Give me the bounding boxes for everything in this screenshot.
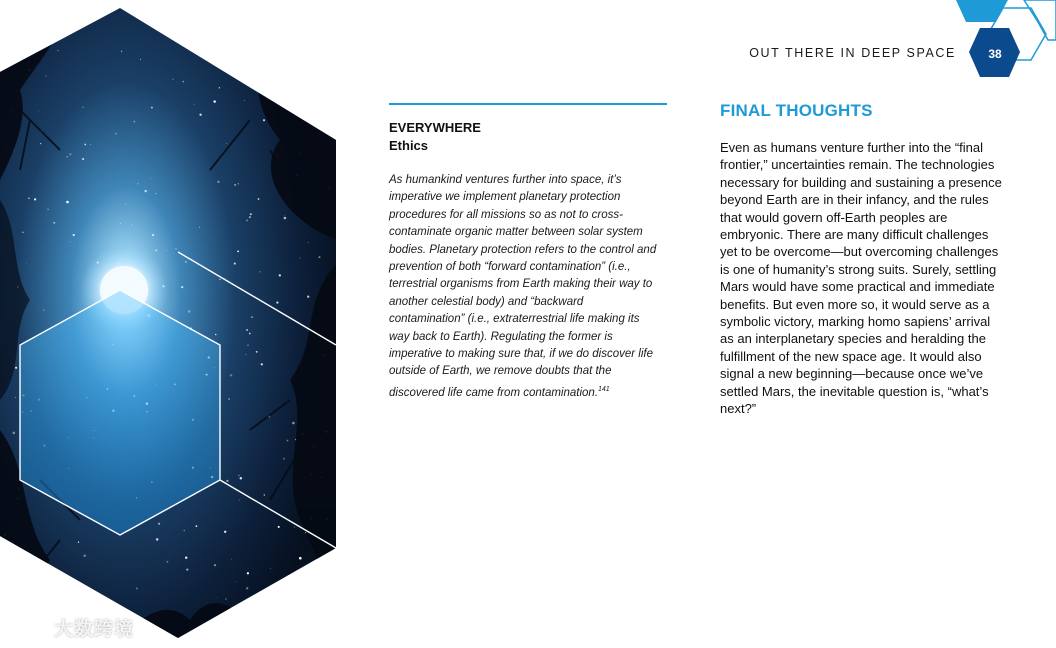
star: [188, 310, 191, 313]
star: [40, 143, 41, 144]
star: [283, 458, 285, 460]
star: [156, 538, 159, 541]
star: [158, 523, 160, 525]
star: [258, 198, 260, 200]
star: [298, 33, 299, 34]
star: [319, 256, 321, 258]
star: [58, 50, 59, 51]
star: [282, 12, 284, 14]
ethics-paragraph: [389, 172, 659, 402]
star: [246, 329, 248, 331]
star: [231, 559, 232, 560]
star: [234, 263, 236, 265]
star: [157, 638, 158, 639]
star: [226, 480, 228, 482]
star: [133, 121, 135, 123]
star: [38, 111, 39, 112]
star: [152, 234, 154, 236]
star: [337, 273, 339, 275]
footnote-marker: 141: [598, 385, 610, 393]
star: [69, 153, 71, 155]
night-sky-moon-hexagon-image: [0, 0, 340, 648]
star: [246, 354, 247, 355]
star: [261, 363, 263, 365]
star: [270, 568, 271, 569]
star: [323, 25, 324, 26]
star: [137, 183, 138, 184]
star: [255, 16, 256, 17]
star: [231, 29, 233, 31]
star: [284, 215, 285, 216]
star: [22, 232, 23, 233]
star: [230, 374, 232, 376]
star: [121, 51, 122, 52]
star: [25, 0, 27, 2]
star: [73, 234, 75, 236]
star: [261, 622, 263, 624]
star: [52, 34, 53, 35]
star: [90, 144, 91, 145]
star: [279, 592, 281, 594]
star: [244, 100, 245, 101]
star: [249, 216, 251, 218]
star: [43, 309, 45, 311]
star: [256, 351, 258, 353]
star: [199, 227, 200, 228]
star: [166, 561, 168, 563]
star: [182, 81, 184, 83]
watermark: [10, 614, 134, 641]
ethics-paragraph-text: As humankind ventures further into space, it’s imperative we implement planetary protection procedures for all missions so as not to cross-contaminate organic matter between solar system bodies. Planetary protection refers to the control and prevention of both “forward contamination” (i.e., terrestrial organisms from Earth making their way to another celestial body) and “backward contamination” (i.e., extraterrestrial life making its way back to Earth). Regulating the former is imperative to making sure that, if we do discover life outside of Earth, we remove doubts that the discovered life came from contamination.: [389, 174, 657, 399]
star: [250, 213, 252, 215]
star: [199, 114, 201, 116]
star: [186, 568, 188, 570]
star: [185, 556, 187, 558]
final-thoughts-paragraph: Even as humans venture further into the “final frontier,” uncertainties remain. The technologies necessary for building and sustaining a presence beyond Earth are in their infancy, and the rules that would govern off-Earth peoples are embryonic. There are many difficult challenges yet to be overcome—but overcoming challenges is one of humanity’s strong suits. Surely, settling Mars would have some practical and immediate benefits. But even more so, it would serve as a symbolic victory, marking homo sapiens’ arrival as an interplanetary species and heralding the fulfillment of the new space age. It would also signal a new beginning—because once we’ve settled Mars, the inevitable question is, “what’s next?”: [720, 140, 1002, 417]
star: [175, 248, 177, 250]
star: [238, 183, 239, 184]
watermark-logo-icon: [10, 617, 50, 639]
star: [185, 261, 187, 263]
star: [140, 59, 141, 60]
star: [298, 75, 299, 76]
section-subtitle: Ethics: [389, 138, 429, 153]
star: [224, 531, 226, 533]
star: [173, 79, 174, 80]
star: [247, 572, 249, 574]
star: [141, 623, 143, 625]
star: [234, 626, 236, 628]
star: [237, 251, 239, 253]
star: [184, 530, 185, 531]
star: [53, 222, 55, 224]
star: [151, 178, 152, 179]
star: [263, 119, 265, 121]
star: [125, 204, 126, 205]
star: [307, 296, 309, 298]
star: [151, 107, 153, 109]
star: [255, 82, 256, 83]
star: [314, 6, 317, 8]
star: [156, 193, 157, 194]
star: [108, 188, 109, 189]
column-divider: [389, 103, 667, 105]
star: [276, 302, 278, 304]
section-title: EVERYWHERE: [389, 120, 481, 135]
star: [308, 35, 309, 36]
star: [219, 279, 221, 281]
star: [308, 242, 309, 243]
star: [239, 499, 240, 500]
star: [295, 28, 297, 30]
star: [225, 598, 227, 600]
star: [168, 79, 169, 80]
star: [272, 67, 274, 69]
star: [224, 278, 225, 279]
star: [324, 36, 325, 37]
star: [248, 569, 249, 570]
star: [278, 526, 280, 528]
star: [309, 588, 310, 589]
star: [325, 15, 327, 17]
star: [224, 66, 225, 67]
star: [314, 12, 316, 14]
star: [30, 267, 31, 268]
star: [292, 422, 295, 425]
star: [279, 274, 281, 276]
final-thoughts-heading: FINAL THOUGHTS: [720, 101, 873, 120]
star: [299, 557, 302, 560]
star: [67, 19, 68, 20]
star: [214, 564, 216, 566]
star: [28, 197, 30, 199]
star: [217, 181, 219, 183]
star: [264, 494, 265, 495]
star: [274, 631, 275, 632]
star: [251, 63, 253, 65]
star: [337, 132, 339, 134]
star: [13, 432, 16, 435]
star: [246, 219, 248, 221]
star: [26, 263, 27, 264]
star: [219, 87, 221, 89]
star: [215, 334, 217, 336]
star: [47, 209, 48, 210]
star: [14, 150, 15, 151]
star: [18, 29, 19, 30]
star: [240, 477, 243, 480]
star: [42, 594, 44, 596]
star: [45, 75, 46, 76]
star: [287, 440, 289, 442]
star: [300, 258, 301, 259]
star: [15, 397, 16, 398]
star: [15, 367, 17, 369]
star: [251, 316, 253, 318]
star: [262, 612, 263, 613]
star: [0, 596, 1, 597]
star: [82, 107, 83, 108]
star: [194, 104, 195, 105]
star: [212, 9, 214, 11]
star: [70, 242, 71, 243]
star: [34, 198, 36, 200]
star: [294, 527, 295, 528]
watermark-text: 大数跨境: [54, 619, 135, 640]
star: [260, 271, 261, 272]
star: [156, 249, 158, 251]
star: [284, 217, 287, 220]
running-header: OUT THERE IN DEEP SPACE: [749, 46, 956, 60]
star: [246, 587, 248, 589]
star: [82, 158, 84, 160]
star: [238, 475, 240, 477]
star: [181, 286, 183, 288]
page-number: 38: [988, 47, 1002, 61]
star: [204, 21, 206, 23]
star: [78, 541, 79, 542]
star: [9, 544, 10, 545]
star: [235, 581, 236, 582]
star: [338, 142, 340, 144]
star: [247, 345, 248, 346]
star: [66, 201, 69, 204]
star: [132, 224, 133, 225]
star: [213, 100, 215, 102]
star: [84, 144, 86, 146]
star: [136, 587, 138, 589]
star: [319, 562, 322, 565]
hexagon-page-badge-icon: [956, 0, 1056, 90]
star: [84, 555, 86, 557]
star: [324, 47, 325, 48]
star: [68, 21, 69, 22]
star: [228, 398, 229, 399]
star: [252, 607, 254, 609]
star: [300, 576, 302, 578]
star: [236, 34, 238, 36]
star: [144, 190, 146, 192]
star: [293, 104, 295, 106]
star: [115, 133, 117, 135]
star: [196, 525, 198, 527]
star: [329, 99, 331, 101]
star: [120, 223, 121, 224]
star: [169, 21, 170, 22]
star: [249, 333, 251, 335]
star: [67, 156, 68, 157]
star: [234, 184, 236, 186]
star: [226, 143, 227, 144]
star: [166, 250, 167, 251]
